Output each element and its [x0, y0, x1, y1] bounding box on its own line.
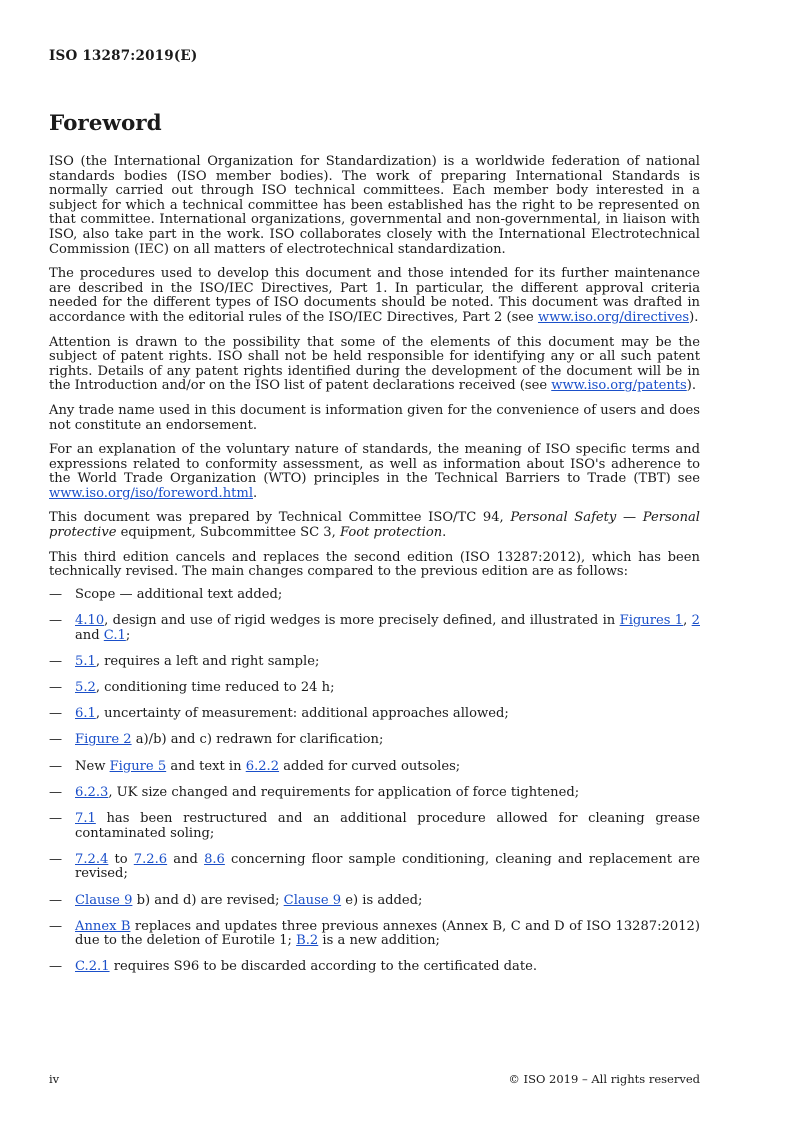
dash-bullet: —: [49, 851, 63, 867]
dash-bullet: —: [49, 758, 63, 774]
dash-bullet: —: [49, 653, 63, 669]
clause-link[interactable]: 6.1: [75, 706, 96, 722]
paragraph-edition: This third edition cancels and replaces the second edition (ISO 13287:2012), which has been technically revised. The main changes compared to the previous edition are as follows:: [49, 549, 700, 580]
item-text: , requires a left and right sample;: [95, 653, 320, 669]
item-text: replaces and updates three previous annexes (Annex B, C and D of ISO 13287:2012) due to the deletion of Eurotile 1;: [75, 918, 700, 949]
item-text: , UK size changed and requirements for application of force tightened;: [108, 784, 580, 800]
list-item: [49, 655, 700, 670]
list-item: [49, 681, 700, 696]
item-text: Scope — additional text added;: [75, 586, 283, 602]
dash-bullet: —: [49, 892, 63, 908]
copyright-notice: © ISO 2019 – All rights reserved: [508, 1072, 700, 1086]
figure-link[interactable]: Figure 2: [75, 732, 132, 748]
dash-bullet: —: [49, 613, 63, 629]
paragraph-text: ).: [689, 309, 699, 325]
paragraph-text: For an explanation of the voluntary nature of standards, the meaning of ISO specific terms and expressions related to conformity assessment, as well as information about ISO's adherence to the World Trade Organization (WTO) principles in the Technical Barriers to Trade (TBT) see: [49, 442, 700, 487]
clause-link[interactable]: 6.2.2: [245, 758, 280, 774]
item-text: ;: [125, 627, 131, 643]
clause-link[interactable]: Clause 9: [75, 892, 133, 908]
dash-bullet: —: [49, 810, 63, 826]
paragraph-procedures: [49, 267, 700, 325]
paragraph-text: The procedures used to develop this document and those intended for its further maintenance are described in the ISO/IEC Directives, Part 1. In particular, the different approval criteria needed for the different types of ISO documents should be noted. This document was drafted in accordance with the editorial rules of the ISO/IEC Directives, Part 2 (see: [49, 266, 700, 325]
paragraph-voluntary-nature: [49, 443, 700, 501]
item-text: ,: [683, 613, 692, 629]
item-text: , conditioning time reduced to 24 h;: [95, 680, 335, 695]
page-number: iv: [49, 1072, 60, 1086]
foreword-body: [49, 155, 700, 987]
paragraph-text: Attention is drawn to the possibility that some of the elements of this document may be the subject of patent rights. ISO shall not be held responsible for identifying any or all such patent rights. Details of any patent rights identified during the development of the document will be in the Introduction and/or on the ISO list of patent declarations received (see: [49, 334, 700, 394]
paragraph-committee: [49, 511, 700, 540]
annex-link[interactable]: Annex B: [75, 918, 131, 934]
patents-link[interactable]: www.iso.org/patents: [551, 378, 687, 394]
changes-list: [49, 588, 700, 975]
clause-link[interactable]: 7.2.6: [133, 851, 168, 867]
clause-link[interactable]: 5.2: [75, 680, 96, 695]
clause-link[interactable]: 8.6: [204, 851, 225, 867]
figure-link[interactable]: Figures 1: [619, 613, 684, 629]
item-text: b) and d) are revised;: [132, 892, 284, 908]
paragraph-patents: [49, 336, 700, 394]
directives-link[interactable]: www.iso.org/directives: [537, 309, 690, 325]
item-text: New: [75, 758, 110, 774]
list-item: [49, 614, 700, 643]
annex-link[interactable]: C.2.1: [75, 959, 110, 975]
dash-bullet: —: [49, 680, 63, 695]
figure-link[interactable]: Figure 5: [109, 758, 167, 774]
page-title: Foreword: [49, 111, 162, 136]
dash-bullet: —: [49, 706, 63, 722]
annex-link[interactable]: B.2: [296, 933, 319, 949]
clause-link[interactable]: 7.2.4: [75, 851, 109, 867]
paragraph-iso-intro: ISO (the International Organization for Standardization) is a worldwide federation of national standards bodies (ISO member bodies). The work of preparing International Standards is normally carried out through ISO technical committees. Each member body interested in a subject for which a technical committee has been established has the right to be represented on that committee. International organizations, governmental and non-governmental, in liaison with ISO, also take part in the work. ISO collaborates closely with the International Electrotechnical Commission (IEC) on all matters of electrotechnical standardization.: [49, 154, 700, 257]
list-item: [49, 920, 700, 949]
item-text: is a new addition;: [318, 933, 440, 949]
paragraph-text: ).: [686, 378, 697, 394]
item-text: and text in: [166, 758, 246, 774]
clause-link[interactable]: 5.1: [75, 653, 96, 669]
dash-bullet: —: [49, 732, 63, 748]
dash-bullet: —: [49, 784, 63, 800]
list-item: [49, 760, 700, 775]
clause-link[interactable]: 6.2.3: [75, 784, 109, 800]
clause-link[interactable]: 7.1: [75, 810, 96, 826]
clause-link[interactable]: Clause 9: [283, 892, 342, 908]
item-text: concerning floor sample conditioning, cleaning and replacement are revised;: [75, 851, 700, 882]
figure-link[interactable]: 2: [691, 613, 700, 629]
paragraph-text: .: [442, 525, 447, 541]
item-text: has been restructured and an additional procedure allowed for cleaning grease contaminated soling;: [75, 810, 700, 841]
foreword-link[interactable]: www.iso.org/iso/foreword.html: [49, 485, 254, 501]
item-text: and: [167, 851, 205, 867]
paragraph-text: This document was prepared by Technical Committee ISO/TC 94,: [49, 510, 511, 526]
list-item: [49, 786, 700, 801]
list-item: [49, 894, 700, 909]
list-item: [49, 960, 700, 975]
list-item: [49, 707, 700, 722]
item-text: added for curved outsoles;: [279, 758, 461, 774]
subcommittee-title: Foot protection: [339, 525, 443, 541]
list-item: [49, 853, 700, 882]
list-item: [49, 812, 700, 841]
item-text: requires S96 to be discarded according to the certificated date.: [109, 959, 538, 975]
dash-bullet: —: [49, 959, 63, 975]
item-text: a)/b) and c) redrawn for clarification;: [131, 732, 384, 748]
paragraph-trade-name: Any trade name used in this document is information given for the convenience of users and does not constitute an endorsement.: [49, 402, 700, 433]
document-id: ISO 13287:2019(E): [49, 48, 198, 64]
item-text: to: [108, 851, 134, 867]
item-text: , design and use of rigid wedges is more precisely defined, and illustrated in: [104, 613, 620, 629]
figure-link[interactable]: C.1: [103, 627, 126, 643]
item-text: and: [75, 627, 104, 643]
paragraph-text: equipment, Subcommittee SC 3,: [116, 525, 340, 541]
list-item: [49, 588, 700, 603]
paragraph-text: .: [253, 485, 258, 501]
clause-link[interactable]: 4.10: [75, 613, 105, 629]
dash-bullet: —: [49, 586, 63, 602]
dash-bullet: —: [49, 918, 63, 934]
list-item: [49, 733, 700, 748]
committee-title: Personal Safety — Personal protective: [49, 510, 700, 541]
item-text: , uncertainty of measurement: additional approaches allowed;: [95, 706, 509, 722]
item-text: e) is added;: [341, 892, 423, 908]
